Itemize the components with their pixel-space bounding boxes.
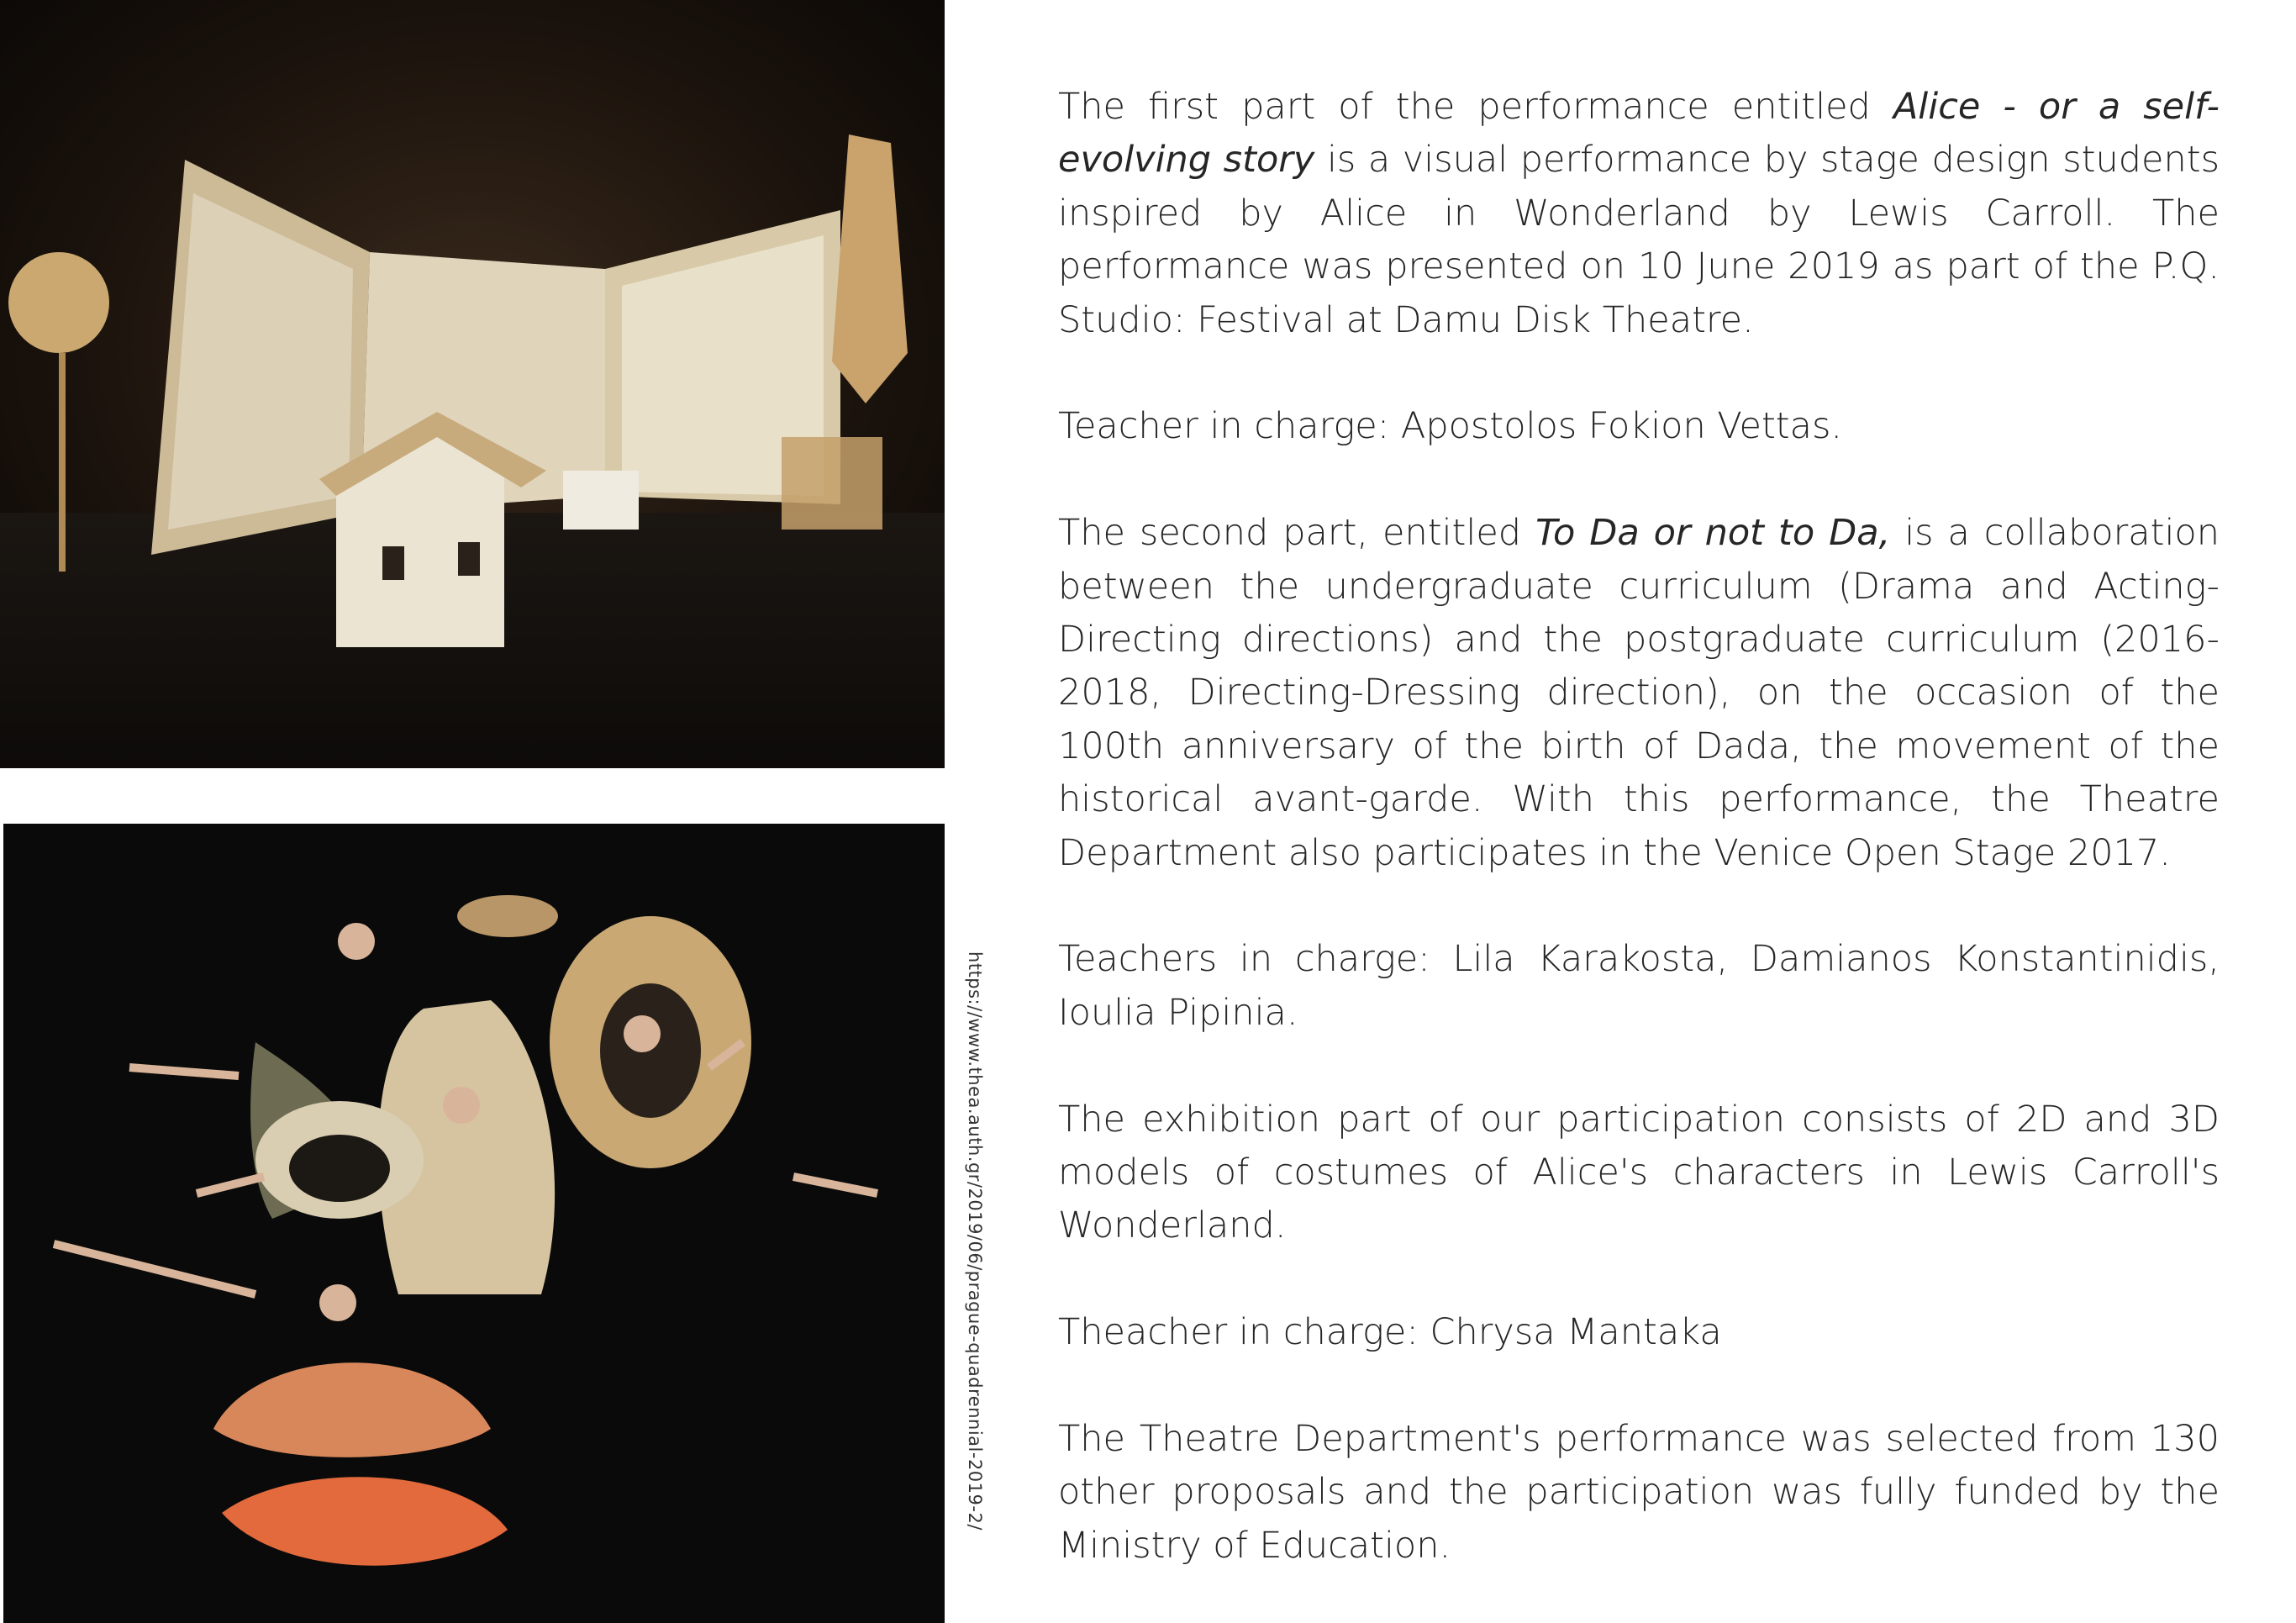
- teacher-alice: Teacher in charge: Apostolos Fokion Vettas.: [1058, 405, 1843, 448]
- paragraph-exhibition: The exhibition part of our participation consists of 2D and 3D models of costumes of Alice's characters in Lewis Carroll's Wonderland.: [1058, 1098, 2220, 1247]
- stage-set-photo: [0, 0, 945, 768]
- source-url-caption: https://www.thea.auth.gr/2019/06/prague-quadrennial-2019-2/: [965, 951, 985, 1531]
- paragraph-dada-lead: The second part, entitled: [1058, 512, 1536, 555]
- performance-title-alice: Alice - or a self-evolving story: [1058, 86, 2220, 182]
- paragraph-dada-rest: is a collaboration between the undergraduate curriculum (Drama and Acting-Directing directions) and the postgraduate curriculum (2016-2018, Directing-Dressing direction), on the occasion of the 100th anniversary of the birth of Dada, the movement of the historical avant-garde. With this performance, the Theatre Department also participates in the Venice Open Stage 2017.: [1058, 512, 2220, 874]
- performers-photo: [3, 824, 945, 1623]
- performers-illustration: [3, 824, 945, 1623]
- paragraph-alice: [1058, 81, 2220, 347]
- paragraph-alice-rest: is a visual performance by stage design students inspired by Alice in Wonderland by Lewis Carroll. The performance was presented on 10 June 2019 as part of the P.Q. Studio: Festival at Damu Disk Theatre.: [1058, 139, 2220, 341]
- teachers-dada: Teachers in charge: Lila Karakosta, Damianos Konstantinidis, Ioulia Pipinia.: [1058, 938, 2220, 1034]
- stage-set-illustration: [0, 0, 945, 768]
- teacher-exhibition: Theacher in charge: Chrysa Mantaka: [1058, 1311, 1722, 1354]
- paragraph-alice-lead: The first part of the performance entitled: [1058, 86, 1893, 128]
- paragraph-dada: [1058, 507, 2220, 880]
- description-text: [1058, 81, 2220, 1573]
- paragraph-funding: The Theatre Department's performance was selected from 130 other proposals and the participation was fully funded by the Ministry of Education.: [1058, 1418, 2220, 1567]
- performance-title-dada: To Da or not to Da,: [1535, 512, 1891, 555]
